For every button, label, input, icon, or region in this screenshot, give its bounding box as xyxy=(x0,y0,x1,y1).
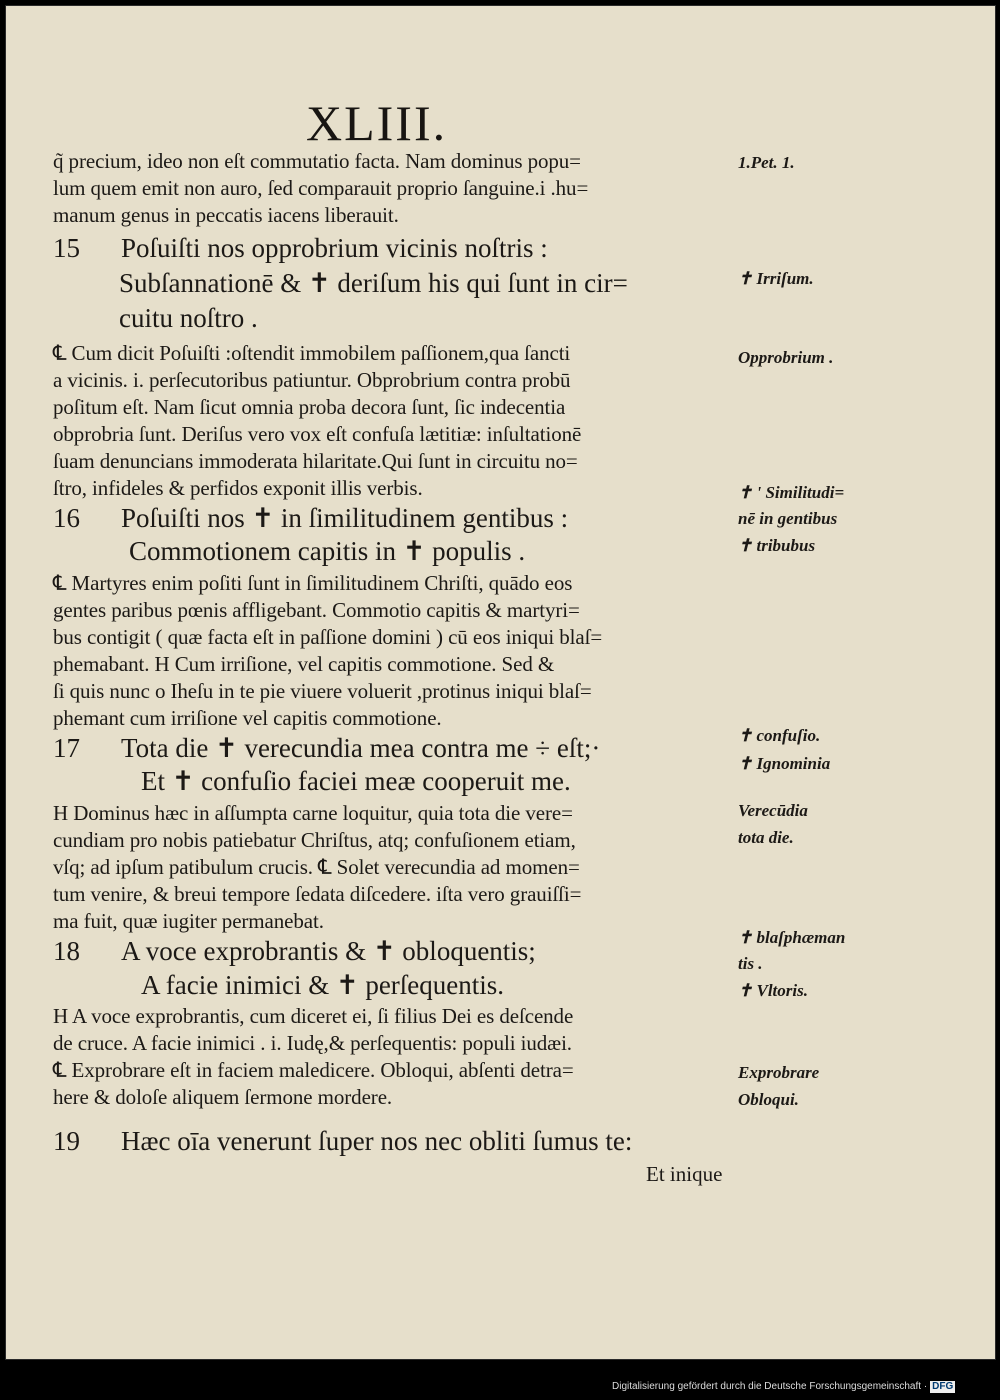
text-line: here & doloſe aliquem ſermone mordere. xyxy=(53,1085,393,1109)
text-line: lum quem emit non auro, ſed comparauit proprio ſanguine.i .hu= xyxy=(53,176,589,200)
margin-note: nē in gentibus xyxy=(738,509,838,528)
credit-text: Digitalisierung gefördert durch die Deutsche Forschungsgemeinschaft · xyxy=(612,1381,928,1392)
verse-line: Commotionem capitis in ✝ populis . xyxy=(129,536,526,566)
text-line: H A voce exprobrantis, cum diceret ei, ſi filius Dei es deſcende xyxy=(53,1004,574,1028)
verse-line: Poſuiſti nos ✝ in ſimilitudinem gentibus : xyxy=(121,503,569,533)
verse-line: A facie inimici & ✝ perſequentis. xyxy=(141,970,505,1000)
text-line: de cruce. A facie inimici . i. Iudę,& perſequentis: populi iudæi. xyxy=(53,1031,572,1055)
verse-line: Subſannationē & ✝ deriſum his qui ſunt in cir= xyxy=(119,268,628,298)
margin-note: Exprobrare xyxy=(738,1063,820,1082)
digitization-credit xyxy=(612,1381,955,1395)
text-line: phemant cum irriſione vel capitis commotione. xyxy=(53,706,442,730)
margin-note: ✝ confuſio. xyxy=(738,726,821,745)
folio-number: XLIII. xyxy=(306,95,448,151)
text-line: ℄ Exprobrare eſt in faciem maledicere. Obloqui, abſenti detra= xyxy=(53,1058,574,1082)
margin-note: ✝ Ignominia xyxy=(738,754,831,773)
text-line: tum venire, & breui tempore ſedata diſcedere. iſta vero grauiſſi= xyxy=(53,882,582,906)
book-page xyxy=(5,5,996,1360)
text-line: a vicinis. i. perſecutoribus patiuntur. Obprobrium contra probū xyxy=(53,368,571,392)
verse-line: Poſuiſti nos opprobrium vicinis noſtris : xyxy=(121,233,548,263)
psalm-verse-19 xyxy=(53,1126,632,1157)
text-line: ℄ Martyres enim poſiti ſunt in ſimilitudinem Chriſti, quādo eos xyxy=(53,571,573,595)
verse-line: Tota die ✝ verecundia mea contra me ÷ eſt;· xyxy=(121,733,601,763)
margin-note: 1.Pet. 1. xyxy=(738,153,795,172)
text-line: q̃ precium, ideo non eſt commutatio facta. Nam dominus popu= xyxy=(53,149,581,173)
text-line: vſq; ad ipſum patibulum crucis. ℄ Solet verecundia ad momen= xyxy=(53,855,580,879)
psalm-verse-18 xyxy=(53,936,536,967)
margin-note: ✝ tribubus xyxy=(738,536,816,555)
verse-line: Hæc oīa venerunt ſuper nos nec obliti ſumus te: xyxy=(121,1126,633,1156)
margin-note: Opprobrium . xyxy=(738,348,834,367)
text-line: ſi quis nunc o Iheſu in te pie viuere voluerit ,protinus iniqui blaſ= xyxy=(53,679,592,703)
text-line: ſuam denuncians immoderata hilaritate.Qui ſunt in circuitu no= xyxy=(53,449,578,473)
verse-number: 19 xyxy=(53,1126,80,1156)
catchword: Et inique xyxy=(646,1162,723,1186)
text-line: bus contigit ( quæ facta eſt in paſſione domini ) cū eos iniqui blaſ= xyxy=(53,625,603,649)
margin-note: ✝ Irriſum. xyxy=(738,269,814,288)
verse-number: 17 xyxy=(53,733,80,763)
margin-note: tota die. xyxy=(738,828,794,847)
margin-note: ✝ Vltoris. xyxy=(738,981,808,1000)
text-line: cundiam pro nobis patiebatur Chriſtus, atq; confuſionem etiam, xyxy=(53,828,576,852)
text-line: phemabant. H Cum irriſione, vel capitis commotione. Sed & xyxy=(53,652,555,676)
text-line: obprobria ſunt. Deriſus vero vox eſt confuſa lætitiæ: inſultationē xyxy=(53,422,582,446)
verse-number: 16 xyxy=(53,503,80,533)
text-line: gentes paribus pœnis affligebant. Commotio capitis & martyri= xyxy=(53,598,580,622)
text-line: manum genus in peccatis iacens liberauit. xyxy=(53,203,399,227)
text-line: poſitum eſt. Nam ſicut omnia proba decora ſunt, ſic indecentia xyxy=(53,395,566,419)
text-line: H Dominus hæc in aſſumpta carne loquitur, quia tota die vere= xyxy=(53,801,573,825)
margin-note: tis . xyxy=(738,954,763,973)
text-line: ſtro, infideles & perfidos exponit illis verbis. xyxy=(53,476,423,500)
text-line: ma fuit, quæ iugiter permanebat. xyxy=(53,909,324,933)
margin-note: ✝ ' Similitudi= xyxy=(738,483,845,502)
verse-line: A voce exprobrantis & ✝ obloquentis; xyxy=(121,936,536,966)
margin-note: ✝ blaſphæman xyxy=(738,928,846,947)
text-line: ℄ Cum dicit Poſuiſti :oſtendit immobilem paſſionem,qua ſancti xyxy=(53,341,571,365)
verse-number: 15 xyxy=(53,233,80,263)
verse-number: 18 xyxy=(53,936,80,966)
verse-line: Et ✝ confuſio faciei meæ cooperuit me. xyxy=(141,766,571,796)
verse-line: cuitu noſtro . xyxy=(119,303,258,333)
margin-note: Obloqui. xyxy=(738,1090,799,1109)
margin-note: Verecūdia xyxy=(738,801,808,820)
psalm-verse-16 xyxy=(53,503,568,534)
psalm-verse-17 xyxy=(53,733,600,764)
dfg-logo: DFG xyxy=(932,1381,954,1392)
psalm-verse-15 xyxy=(53,233,548,264)
